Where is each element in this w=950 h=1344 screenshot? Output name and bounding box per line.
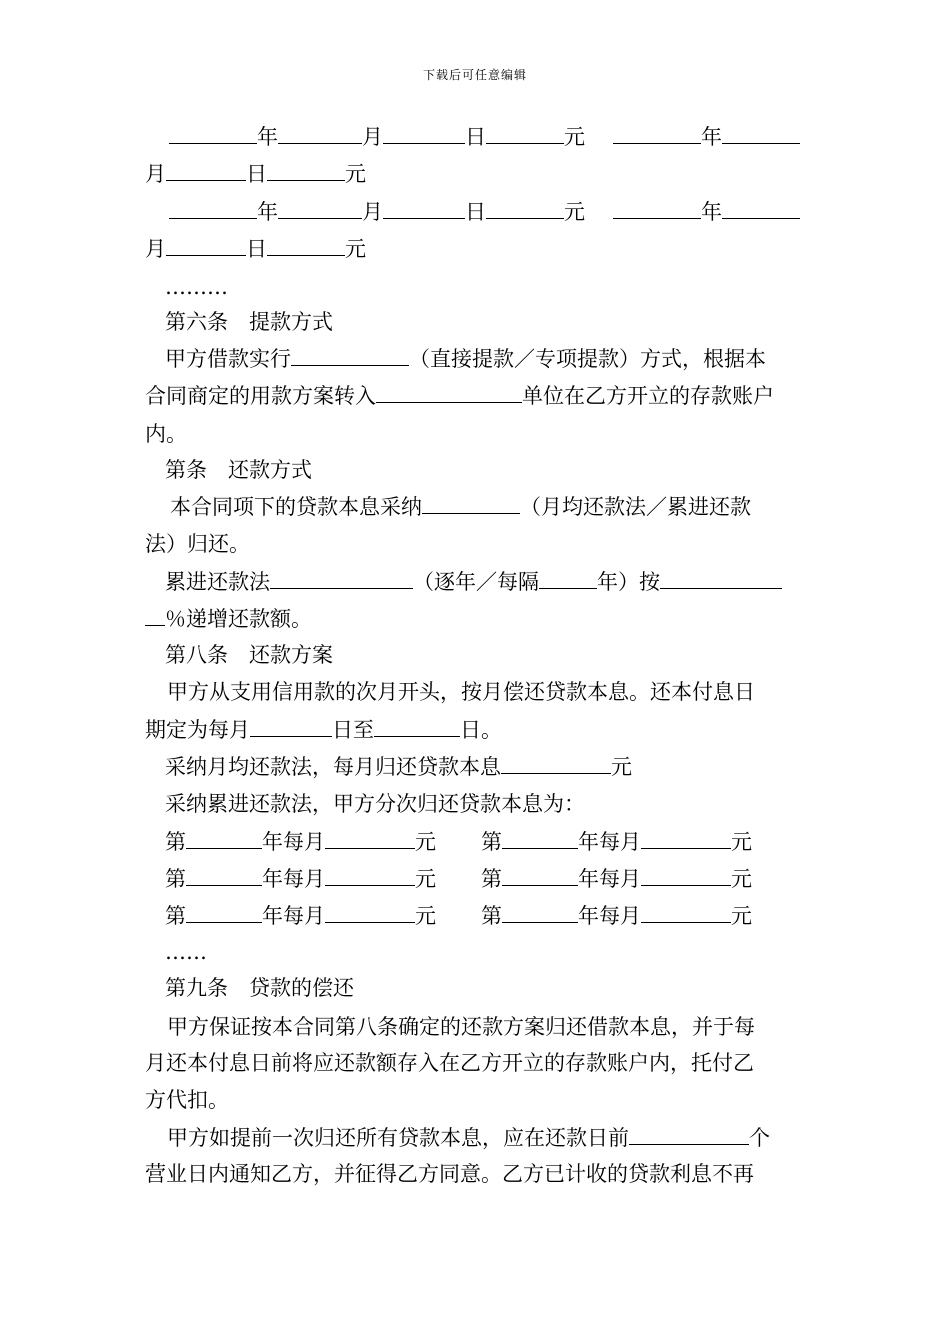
date-row: 年 月 日 元 年 [145, 196, 807, 226]
blank[interactable] [722, 121, 800, 144]
blank[interactable] [267, 233, 345, 256]
blank[interactable] [250, 714, 332, 737]
article-7-title: 第条 还款方式 [165, 458, 312, 482]
blank[interactable] [501, 751, 611, 774]
date-row: 年 月 日 元 年 [145, 121, 807, 151]
blank[interactable] [166, 233, 246, 256]
schedule-row: 第 年每月 元 第 年每月 元 [165, 826, 827, 856]
blank[interactable] [145, 603, 165, 626]
article-9-title: 第九条 贷款的偿还 [165, 976, 354, 1000]
blank[interactable] [291, 343, 409, 366]
blank[interactable] [722, 196, 800, 219]
article-9-para: 营业日内通知乙方，并征得乙方同意。乙方已计收的贷款利息不再 [145, 1162, 754, 1186]
article-8-para: 期定为每月 日至 日。 [145, 714, 807, 744]
article-6-para: 合同商定的用款方案转入 单位在乙方开立的存款账户 [145, 380, 807, 410]
blank[interactable] [278, 121, 362, 144]
article-8-para: 甲方从支用信用款的次月开头，按月偿还贷款本息。还本付息日 [167, 680, 755, 704]
article-8-para: 采纳月均还款法，每月归还贷款本息 元 [165, 751, 827, 781]
blank[interactable] [613, 196, 701, 219]
blank[interactable] [383, 196, 465, 219]
blank[interactable] [186, 826, 262, 849]
blank[interactable] [383, 121, 465, 144]
blank[interactable] [169, 121, 257, 144]
article-7-para: 法）归还。 [145, 532, 250, 556]
blank[interactable] [422, 491, 520, 514]
article-9-para: 月还本付息日前将应还款额存入在乙方开立的存款账户内，托付乙 [145, 1051, 754, 1075]
article-9-para: 甲方如提前一次归还所有贷款本息，应在还款日前 个 [145, 1122, 807, 1152]
article-7-para: 累进还款法 （逐年／每隔 年）按 [145, 566, 807, 596]
blank[interactable] [267, 158, 345, 181]
article-7-para: 本合同项下的贷款本息采纳 （月均还款法／累进还款 [145, 491, 807, 521]
article-7-para: ％递增还款额。 [145, 603, 807, 633]
blank[interactable] [325, 863, 415, 886]
page-header: 下载后可任意编辑 [422, 68, 527, 82]
blank[interactable] [641, 863, 731, 886]
blank[interactable] [270, 566, 413, 589]
ellipsis: ……… [165, 275, 228, 299]
blank[interactable] [641, 826, 731, 849]
blank[interactable] [186, 863, 262, 886]
blank[interactable] [629, 1122, 749, 1145]
blank[interactable] [186, 900, 262, 923]
schedule-row: 第 年每月 元 第 年每月 元 [165, 863, 827, 893]
blank[interactable] [376, 380, 522, 403]
article-9-para: 甲方保证按本合同第八条确定的还款方案归还借款本息，并于每 [167, 1015, 755, 1039]
date-row-cont: 月 日 元 [145, 158, 807, 188]
article-6-para: 甲方借款实行 （直接提款／专项提款）方式，根据本 [145, 343, 807, 373]
blank[interactable] [374, 714, 460, 737]
blank[interactable] [613, 121, 701, 144]
blank[interactable] [502, 863, 578, 886]
blank[interactable] [502, 826, 578, 849]
blank[interactable] [325, 900, 415, 923]
article-6-para: 内。 [145, 422, 187, 446]
blank[interactable] [502, 900, 578, 923]
article-6-title: 第六条 提款方式 [165, 310, 333, 334]
blank[interactable] [660, 566, 782, 589]
article-8-para: 采纳累进还款法，甲方分次归还贷款本息为： [165, 792, 585, 816]
blank[interactable] [325, 826, 415, 849]
blank[interactable] [539, 566, 597, 589]
ellipsis: …… [165, 940, 207, 964]
blank[interactable] [486, 121, 564, 144]
blank[interactable] [169, 196, 257, 219]
schedule-row: 第 年每月 元 第 年每月 元 [165, 900, 827, 930]
article-8-title: 第八条 还款方案 [165, 643, 333, 667]
article-9-para: 方代扣。 [145, 1088, 229, 1112]
date-row-cont: 月 日 元 [145, 233, 807, 263]
blank[interactable] [486, 196, 564, 219]
blank[interactable] [166, 158, 246, 181]
blank[interactable] [641, 900, 731, 923]
blank[interactable] [278, 196, 362, 219]
